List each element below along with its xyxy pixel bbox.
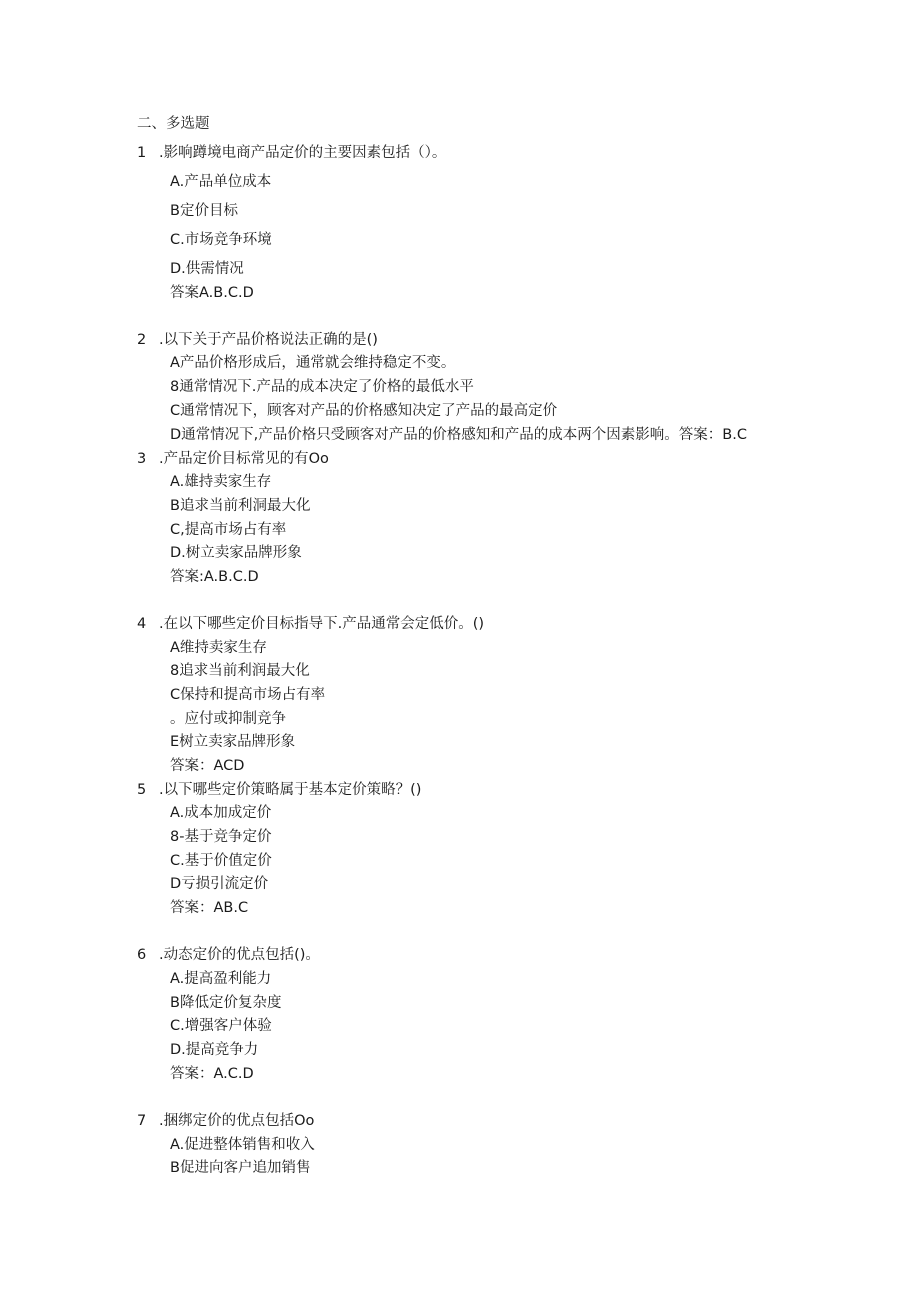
option-c: C保持和提高市场占有率 [170,687,326,703]
option-c: C,提高市场占有率 [170,522,287,538]
option-a: A.促进整体销售和收入 [170,1137,315,1153]
section-title: 二、多选题 [137,116,210,132]
answer: 答案：ACD [170,758,245,774]
option-d-with-answer: D通常情况下,产品价格只受顾客对产品的价格感知和产品的成本两个因素影响。答案：B.C [170,427,747,443]
question-text: .以下关于产品价格说法正确的是() [159,332,378,348]
option-d: D.树立卖家品牌形象 [170,545,302,561]
option-b: B降低定价复杂度 [170,995,282,1011]
option-d: D亏损引流定价 [170,876,269,892]
option-b: 8通常情况下.产品的成本决定了价格的最低水平 [170,379,474,395]
answer: 答案A.B.C.D [170,285,254,301]
option-a: A.雄持卖家生存 [170,474,272,490]
answer: 答案：A.C.D [170,1066,254,1082]
option-d: D.提高竞争力 [170,1042,259,1058]
question-number: 7 [137,1113,147,1129]
option-a: A.产品单位成本 [170,174,272,190]
option-b: B定价目标 [170,203,238,219]
option-a: A.成本加成定价 [170,805,272,821]
question-text: .动态定价的优点包括()。 [159,947,320,963]
answer: 答案:A.B.C.D [170,569,259,585]
option-c: C.市场竞争环境 [170,232,272,248]
option-c: C.增强客户体验 [170,1018,272,1034]
question-number: 2 [137,332,147,348]
option-b: 8追求当前利润最大化 [170,663,310,679]
question-number: 3 [137,451,147,467]
option-a: A.提高盈利能力 [170,971,272,987]
option-c: C通常情况下，顾客对产品的价格感知决定了产品的最高定价 [170,403,558,419]
option-c: C.基于价值定价 [170,853,272,869]
question-number: 5 [137,782,147,798]
option-e: E树立卖家品牌形象 [170,734,296,750]
question-text: .以下哪些定价策略属于基本定价策略？() [159,782,422,798]
option-a: A产品价格形成后，通常就会维持稳定不变。 [170,355,456,371]
question-number: 1 [137,145,147,161]
question-number: 4 [137,616,147,632]
option-b: B促进向客户追加销售 [170,1160,311,1176]
question-text: .产品定价目标常见的有Oo [159,451,329,467]
question-text: .在以下哪些定价目标指导下.产品通常会定低价。() [159,616,485,632]
question-text: .捆绑定价的优点包括Oo [159,1113,315,1129]
question-text: .影响蹲境电商产品定价的主要因素包括（）。 [159,145,447,161]
option-b: B追求当前利洞最大化 [170,498,311,514]
option-d: D.供需情况 [170,261,244,277]
answer: 答案：AB.C [170,900,249,916]
question-number: 6 [137,947,147,963]
option-d: 。应付或抑制竞争 [170,711,286,727]
option-a: A维持卖家生存 [170,640,267,656]
option-b: 8-基于竞争定价 [170,829,272,845]
